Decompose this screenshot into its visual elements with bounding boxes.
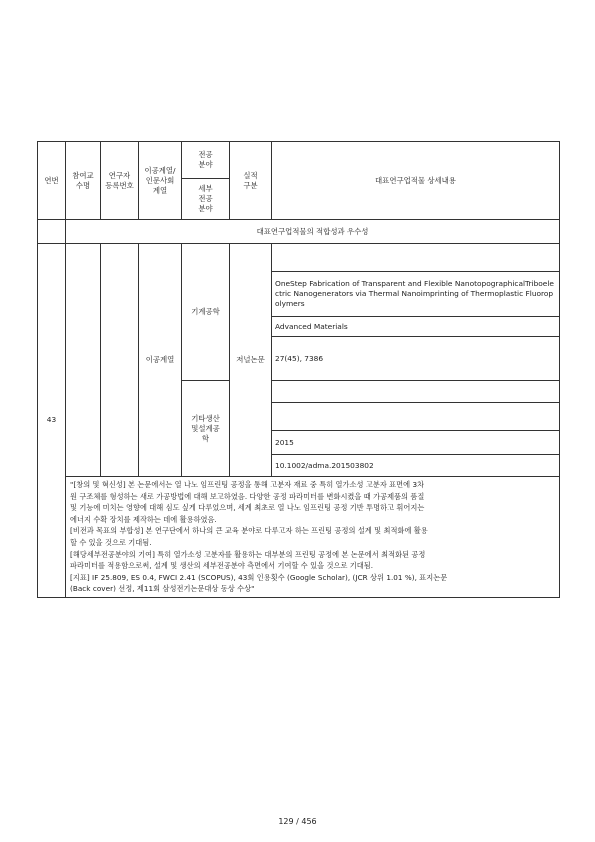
description-line: (Back cover) 선정, 제11회 삼성전기논문대상 동상 수상": [70, 584, 255, 594]
page-number: 129 / 456: [278, 817, 317, 826]
header-researcher-registration: 연구자 등록번호: [101, 142, 139, 220]
research-achievement-table: [37, 141, 560, 598]
header-suitability-title: 대표연구업적물의 적합성과 우수성: [66, 220, 560, 244]
header-sub-field: 세부 전공 분야: [182, 179, 230, 220]
participant-name-cell: [66, 244, 101, 477]
description-line: 에너지 수확 장치를 제작하는 데에 활용하였음.: [70, 514, 217, 524]
description-line: [해당세부전공분야의 기여] 특히 열가소성 고분자를 활용하는 대부분의 프린팅 공정에 본 논문에서 최적화된 공정: [70, 549, 426, 559]
description-line: 원 구조체를 형성하는 새로 가공방법에 대해 보고하였음. 다양한 공정 파라미터를 변화시켰을 때 가공제품의 품질: [70, 491, 425, 501]
registration-number-cell: [101, 244, 139, 477]
paper-title: OneStep Fabrication of Transparent and Flexible NanotopographicalTriboelectric Nanogenerators via Thermal Nanoimprinting of Thermoplastic Fluoropolymers: [272, 272, 560, 317]
header-achievement-type: 실적 구분: [230, 142, 272, 220]
major-field-cell: 기계공학: [182, 244, 230, 381]
record-number: 43: [38, 244, 66, 598]
header-year-no: 연번: [38, 142, 66, 220]
detail-row-6: [272, 403, 560, 431]
header-spacer: [38, 220, 66, 244]
header-field-category: 이공계열/ 인문사회 계열: [139, 142, 182, 220]
description-line: 및 기능에 미치는 영향에 대해 심도 싶게 다루었으며, 세계 최초로 열 나노 임프린팅 공정 기반 투명하고 휘어지는: [70, 503, 425, 513]
header-major-field: 전공 분야: [182, 142, 230, 179]
suitability-description: [66, 477, 560, 598]
achievement-type-cell: 저널논문: [230, 244, 272, 477]
field-category-cell: 이공계열: [139, 244, 182, 477]
description-line: 할 수 있을 것으로 기대됨.: [70, 537, 152, 547]
journal-name: Advanced Materials: [272, 317, 560, 337]
volume-pages: 27(45), 7386: [272, 337, 560, 381]
sub-field-cell: 기타생산 및설계공 학: [182, 381, 230, 477]
doi: 10.1002/adma.201503802: [272, 455, 560, 477]
header-detail-content: 대표연구업적물 상세내용: [272, 142, 560, 220]
description-line: [지표] IF 25.809, ES 0.4, FWCI 2.41 (SCOPUS), 43회 인용횟수 (Google Scholar), (JCR 상위 1.01 %), 표지논문: [70, 572, 448, 582]
detail-row-5: [272, 381, 560, 403]
description-line: 파라미터를 적용함으로써, 설계 및 생산의 세부전공분야 측면에서 기여할 수 있을 것으로 기대됨.: [70, 561, 374, 571]
publication-year: 2015: [272, 431, 560, 455]
detail-row-1: [272, 244, 560, 272]
header-participant-number: 참여교 수명: [66, 142, 101, 220]
description-line: [비전과 목표의 부합성] 본 연구단에서 하나의 큰 교육 분야로 다루고자 하는 프린팅 공정의 설계 및 최적화에 활용: [70, 526, 428, 536]
description-line: "[창의 및 혁신성] 본 논문에서는 열 나노 임프린팅 공정을 통해 고분자 재료 중 특히 열가소성 고분자 표면에 3차: [70, 480, 425, 489]
